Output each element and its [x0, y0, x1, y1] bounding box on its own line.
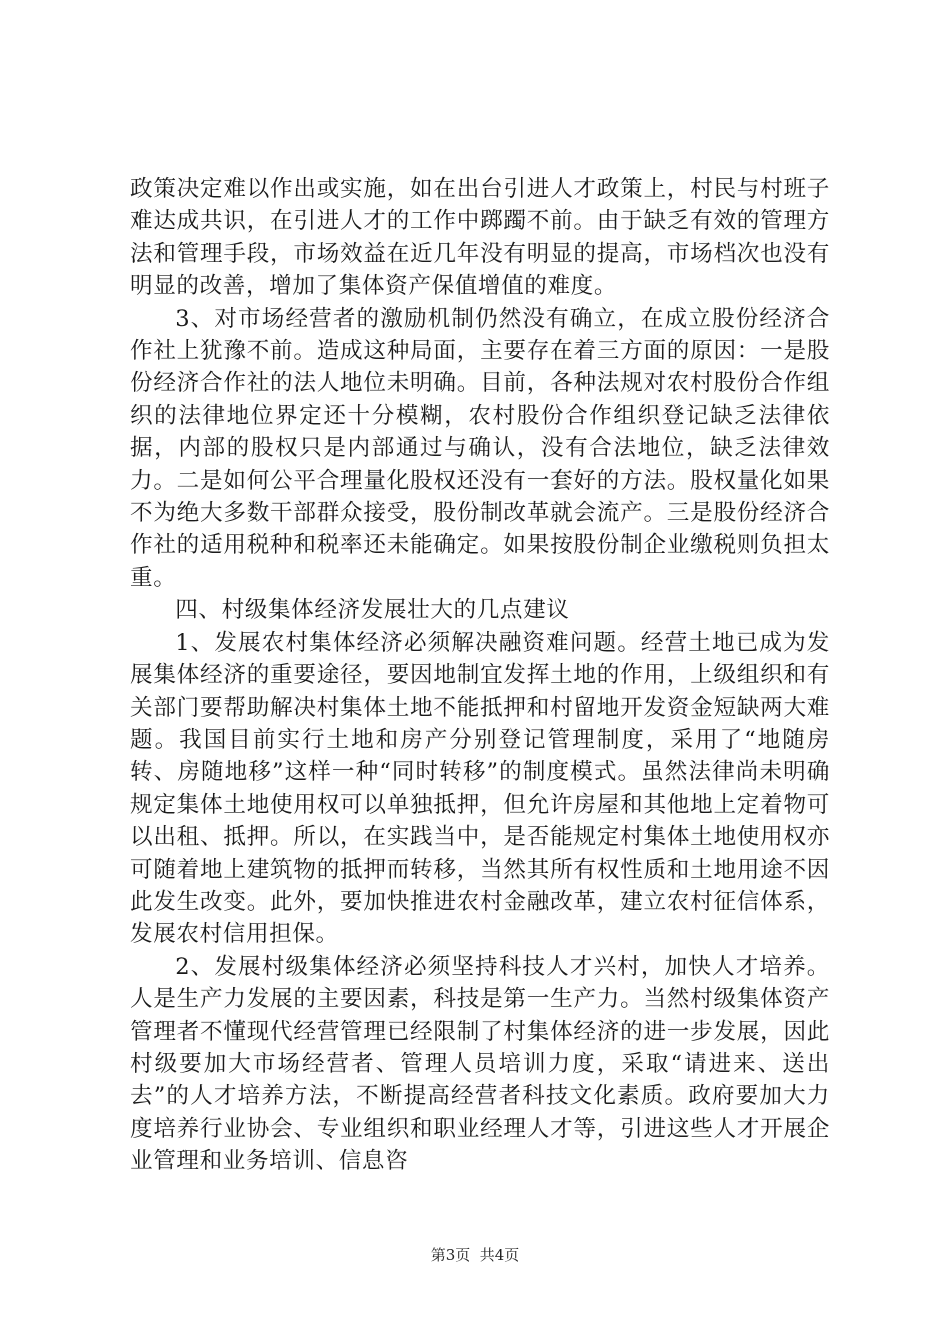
paragraph-continuation: 政策决定难以作出或实施，如在出台引进人才政策上，村民与村班子难达成共识，在引进人才的工作中踯躅不前。由于缺乏有效的管理方法和管理手段，市场效益在近几年没有明显的提高，市场档次也没有明显的改善，增加了集体资产保值增值的难度。 [130, 176, 830, 300]
section-heading-suggestions: 四、村级集体经济发展壮大的几点建议 [175, 597, 570, 624]
paragraph-incentive-mechanism: 3、对市场经营者的激励机制仍然没有确立，在成立股份经济合作社上犹豫不前。造成这种局面，主要存在着三方面的原因：一是股份经济合作社的法人地位未明确。目前，各种法规对农村股份合作组织的法律地位界定还十分模糊，农村股份合作组织登记缺乏法律依据，内部的股权只是内部通过与确认，没有合法地位，缺乏法律效力。二是如何公平合理量化股权还没有一套好的方法。股权量化如果不为绝大多数干部群众接受，股份制改革就会流产。三是股份经济合作社的适用税种和税率还未能确定。如果按股份制企业缴税则负担太重。 [130, 305, 830, 591]
paragraph-financing: 1、发展农村集体经济必须解决融资难问题。经营土地已成为发展集体经济的重要途径，要因地制宜发挥土地的作用，上级组织和有关部门要帮助解决村集体土地不能抵押和村留地开发资金短缺两大难题。我国目前实行土地和房产分别登记管理制度，采用了“地随房转、房随地移”这样一种“同时转移”的制度模式。虽然法律尚未明确规定集体土地使用权可以单独抵押，但允许房屋和其他地上定着物可以出租、抵押。所以，在实践当中，是否能规定村集体土地使用权亦可随着地上建筑物的抵押而转移，当然其所有权性质和土地用途不因此发生改变。此外，要加快推进农村金融改革，建立农村征信体系，发展农村信用担保。 [130, 629, 830, 948]
document-body [130, 173, 830, 1178]
page-number-footer: 第3页 共4页 [430, 1246, 520, 1264]
paragraph-talent-training: 2、发展村级集体经济必须坚持科技人才兴村，加快人才培养。人是生产力发展的主要因素，科技是第一生产力。当然村级集体资产管理者不懂现代经营管理已经限制了村集体经济的进一步发展，因此村级要加大市场经营者、管理人员培训力度，采取“请进来、送出去”的人才培养方法，不断提高经营者科技文化素质。政府要加大力度培养行业协会、专业组织和职业经理人才等，引进这些人才开展企业管理和业务培训、信息咨 [130, 953, 830, 1175]
